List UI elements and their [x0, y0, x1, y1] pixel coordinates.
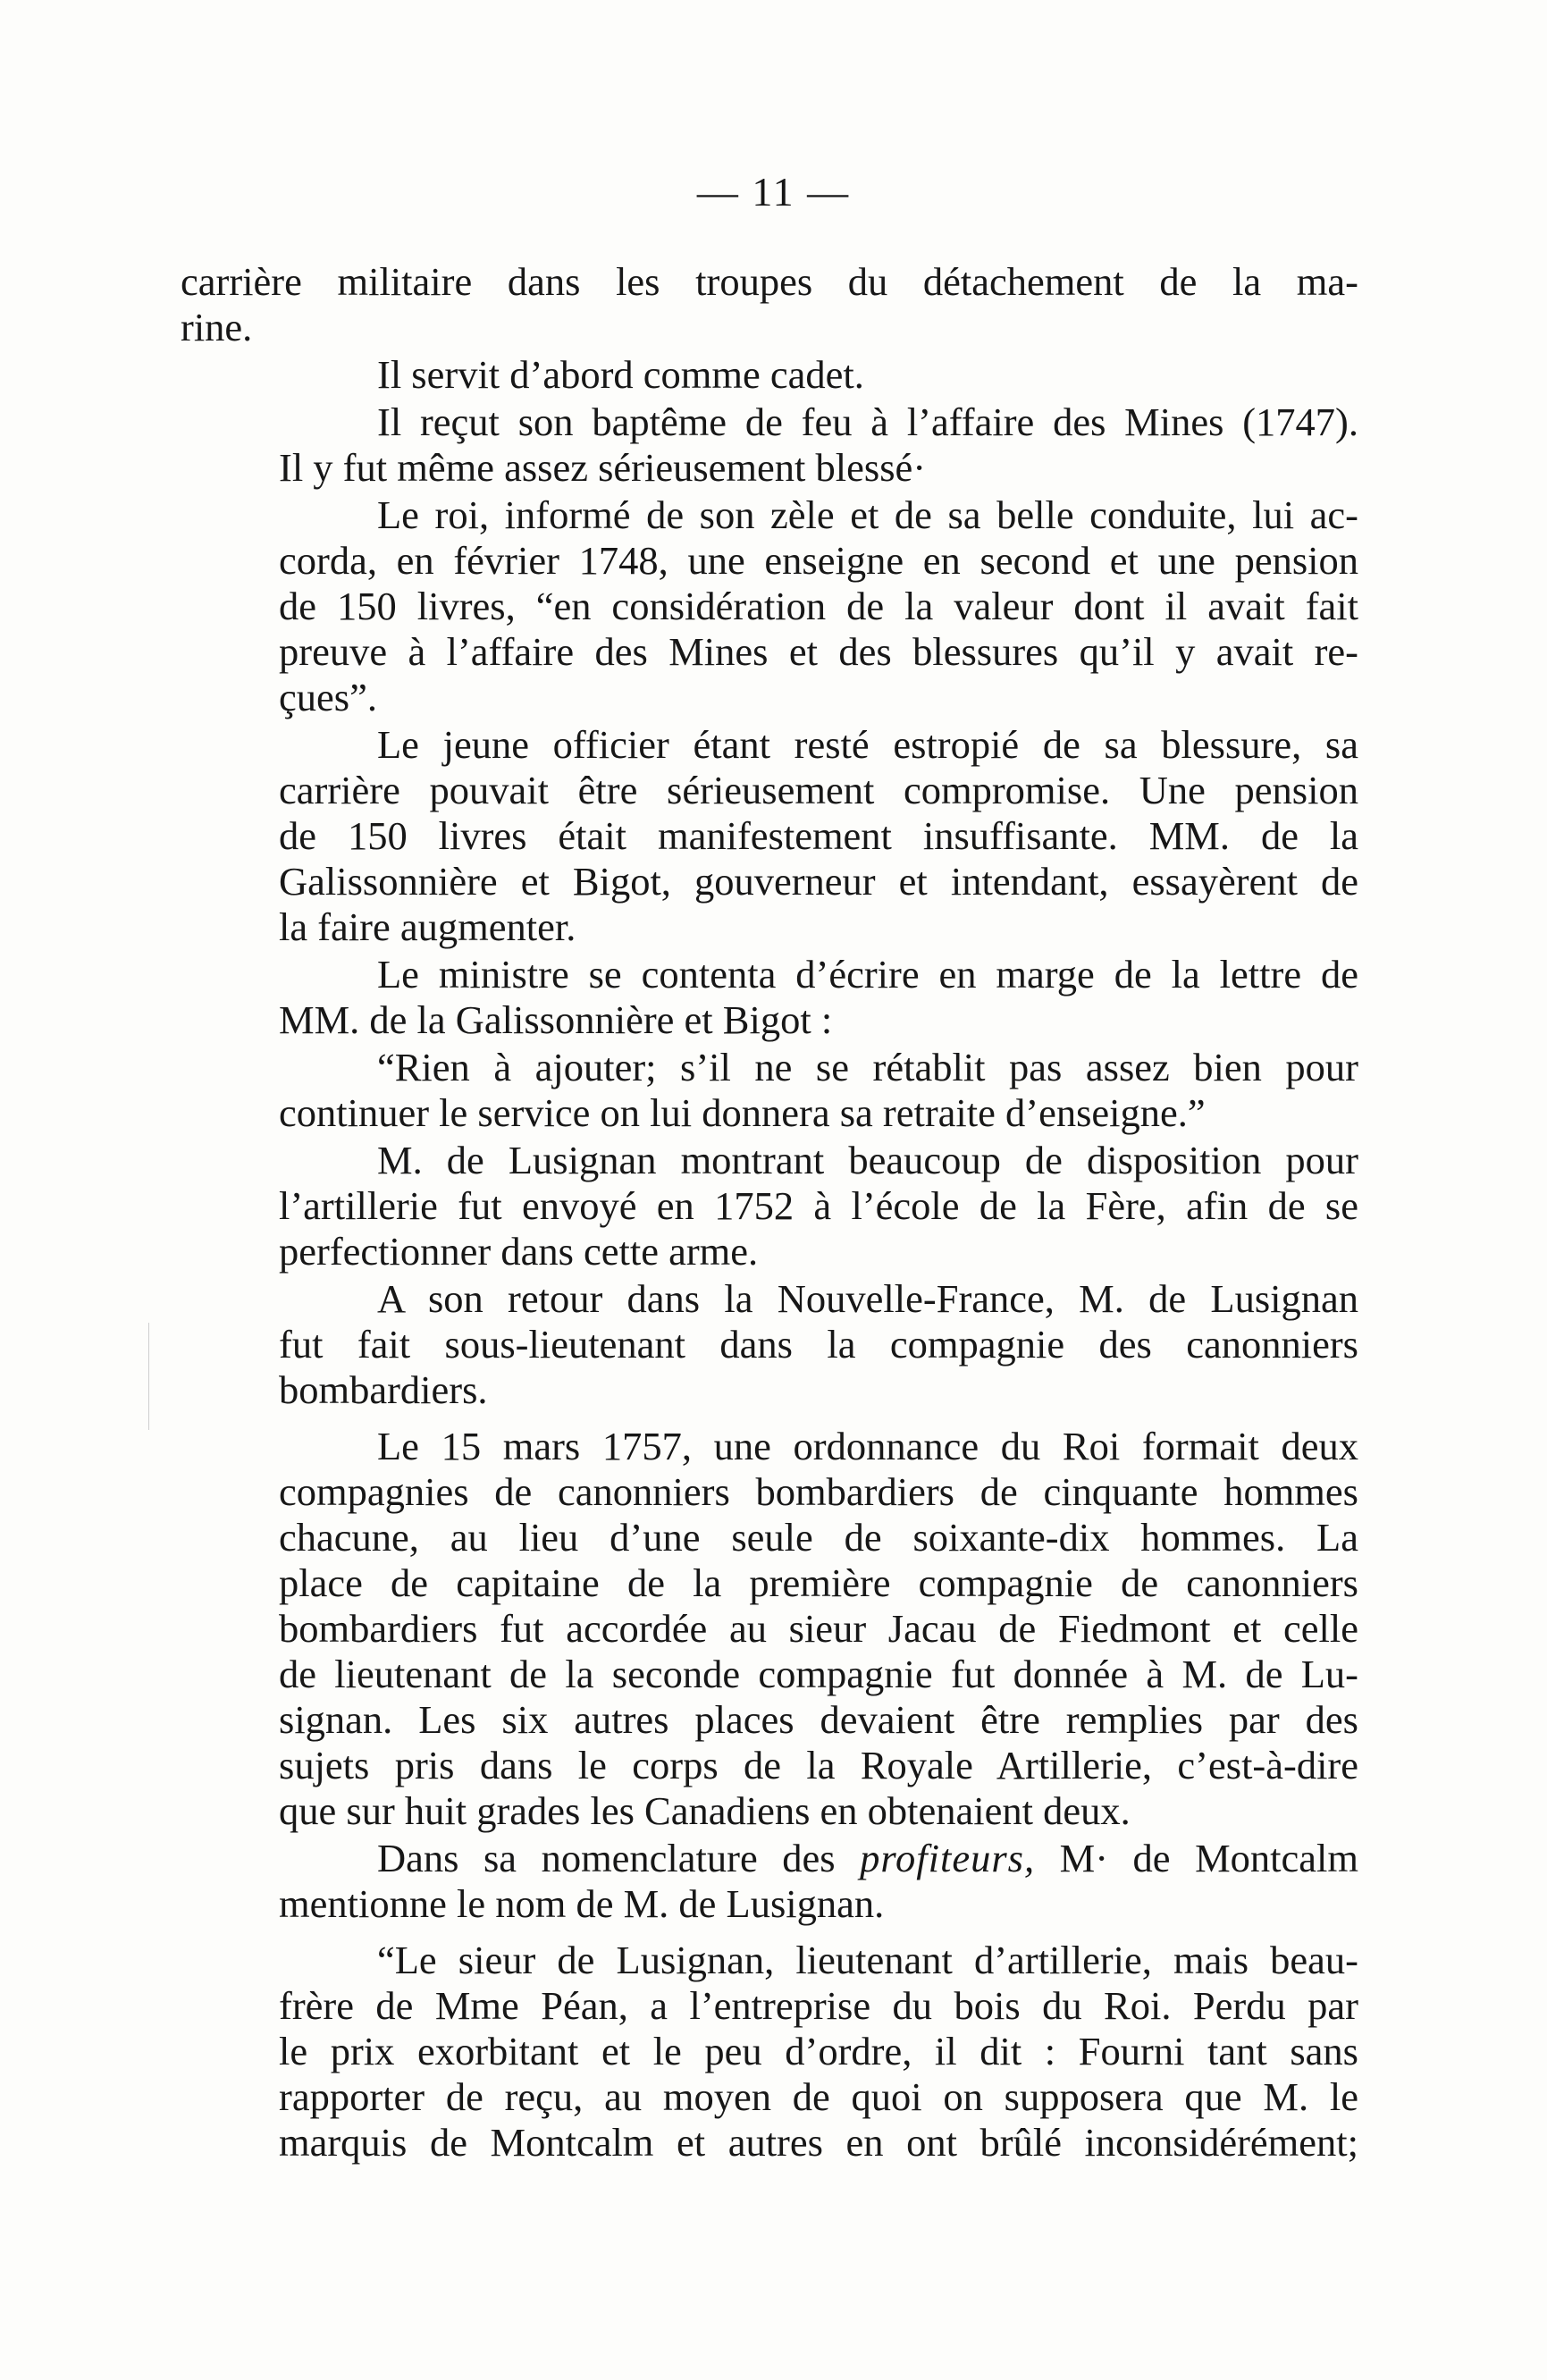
text-line: de 150 livres, “en considération de la valeur dont il avait fait: [279, 584, 1358, 628]
text-line: Il servit d’abord comme cadet.: [377, 352, 864, 397]
text-line: marquis de Montcalm et autres en ont brûlé inconsidérément;: [279, 2120, 1358, 2165]
text-line: chacune, au lieu d’une seule de soixante-dix hommes. La: [279, 1515, 1358, 1560]
text-line: Il y fut même assez sérieusement blessé·: [279, 445, 927, 490]
paragraph-7: [181, 1045, 1358, 1136]
text-line: Il reçut son baptême de feu à l’affaire des Mines (1747).: [377, 399, 1358, 444]
text-line: frère de Mme Péan, a l’entreprise du bois du Roi. Perdu par: [279, 1983, 1358, 2028]
text-line-with-italic: [181, 1836, 1358, 1881]
text-line: que sur huit grades les Canadiens en obtenaient deux.: [279, 1788, 1131, 1833]
text-line: “Rien à ajouter; s’il ne se rétablit pas assez bien pour: [377, 1045, 1358, 1089]
text-line: Galissonnière et Bigot, gouverneur et intendant, essayèrent de: [279, 859, 1358, 904]
text-line: Le jeune officier étant resté estropié de sa blessure, sa: [377, 722, 1358, 767]
text-line: fut fait sous-lieutenant dans la compagnie des canonniers: [279, 1322, 1358, 1367]
text-line: la faire augmenter.: [279, 904, 576, 949]
text-line: continuer le service on lui donnera sa retraite d’enseigne.”: [279, 1090, 1206, 1135]
paragraph-9: [181, 1276, 1358, 1413]
text-line: signan. Les six autres places devaient être remplies par des: [279, 1697, 1358, 1742]
text-line: de lieutenant de la seconde compagnie fut donnée à M. de Lu-: [279, 1652, 1358, 1696]
body-text: [181, 259, 1358, 2167]
text-line: M. de Lusignan montrant beaucoup de disposition pour: [377, 1138, 1358, 1182]
scan-artifact-line: [148, 1323, 149, 1430]
paragraph-11: [181, 1836, 1358, 1927]
text-line: MM. de la Galissonnière et Bigot :: [279, 997, 833, 1042]
text-line: bombardiers fut accordée au sieur Jacau de Fiedmont et celle: [279, 1606, 1358, 1651]
text-line: bombardiers.: [279, 1367, 488, 1412]
paragraph-4: [181, 492, 1358, 720]
text-line: place de capitaine de la première compagnie de canonniers: [279, 1560, 1358, 1605]
paragraph-8: [181, 1138, 1358, 1274]
text-line: preuve à l’affaire des Mines et des blessures qu’il y avait re-: [279, 629, 1358, 674]
text-line: rapporter de reçu, au moyen de quoi on supposera que M. le: [279, 2074, 1358, 2119]
text-line: de 150 livres était manifestement insuffisante. MM. de la: [279, 813, 1358, 858]
text-line: l’artillerie fut envoyé en 1752 à l’école de la Fère, afin de se: [279, 1183, 1358, 1228]
text-line: Le 15 mars 1757, une ordonnance du Roi formait deux: [377, 1424, 1358, 1468]
paragraph-6: [181, 952, 1358, 1043]
text-line: Le ministre se contenta d’écrire en marge de la lettre de: [377, 952, 1358, 997]
text-line: çues”.: [279, 675, 377, 719]
paragraph-3: [181, 399, 1358, 491]
text-line: compagnies de canonniers bombardiers de cinquante hommes: [279, 1469, 1358, 1514]
text-line: corda, en février 1748, une enseigne en second et une pension: [279, 538, 1358, 583]
text-line: mentionne le nom de M. de Lusignan.: [279, 1881, 885, 1926]
page-number: — 11 —: [696, 169, 851, 214]
italic-word: profiteurs,: [860, 1836, 1036, 1880]
text-line: le prix exorbitant et le peu d’ordre, il dit : Fourni tant sans: [279, 2029, 1358, 2073]
paragraph-12: [181, 1938, 1358, 2166]
text-line: Le roi, informé de son zèle et de sa belle conduite, lui ac-: [377, 492, 1358, 537]
paragraph-10: [181, 1424, 1358, 1834]
text-line: A son retour dans la Nouvelle-France, M. de Lusignan: [377, 1276, 1358, 1321]
paragraph-2: [181, 352, 1358, 398]
text-line: carrière pouvait être sérieusement compromise. Une pension: [279, 768, 1358, 812]
text-run: M· de Montcalm: [1035, 1836, 1358, 1880]
text-line: perfectionner dans cette arme.: [279, 1229, 759, 1274]
text-line: carrière militaire dans les troupes du détachement de la ma-: [181, 259, 1358, 304]
text-line: sujets pris dans le corps de la Royale Artillerie, c’est-à-dire: [279, 1743, 1358, 1787]
text-line: “Le sieur de Lusignan, lieutenant d’artillerie, mais beau-: [377, 1938, 1358, 1982]
paragraph-5: [181, 722, 1358, 950]
text-run: Dans sa nomenclature des: [377, 1836, 861, 1880]
paragraph-1: [181, 259, 1358, 350]
text-line: rine.: [181, 305, 253, 349]
